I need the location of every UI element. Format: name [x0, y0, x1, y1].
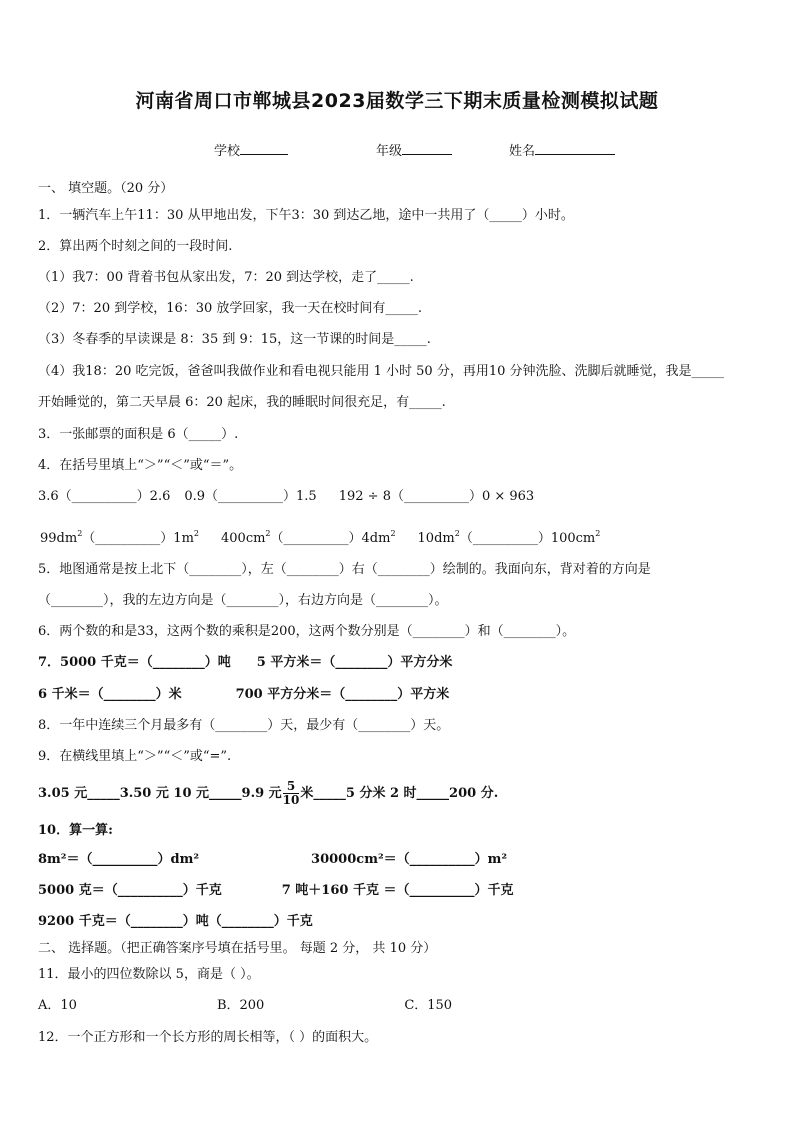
question-10-stem: 10．算一算:	[38, 823, 113, 838]
school-blank[interactable]	[240, 141, 288, 155]
option-c[interactable]: C．150	[404, 998, 453, 1013]
school-label: 学校	[214, 144, 241, 159]
compare-item: 99dm	[40, 531, 78, 546]
question-6: 6．两个数的和是33，这两个数的乘积是200，这两个数分别是（________）和（________）。	[38, 624, 576, 639]
question-4-stem: 4．在括号里填上“＞”“＜”或“＝”。	[38, 458, 243, 473]
compare-item: 10dm	[417, 531, 455, 546]
compare-item: 3.6（__________）2.6	[38, 489, 171, 504]
question-9-stem: 9．在横线里填上“＞”“＜”或“=”.	[38, 749, 232, 764]
question-4-row-2: $99dm^2(\_\_\_\_\_\_\_\_\_\_)1m^2$ $400cm^2(\_\_\_\_\_\_\_\_\_\_)4dm^2$ $10dm^2(\_\_\_\_\_\_\_\_\_\_)100cm^2$	[40, 529, 601, 546]
school-field	[214, 140, 288, 159]
question-9-row: 3.05 元_____3.50 元 10 元_____9.9 元 $\frac{5}{10}$ 米_____5 分米 2 时_____200 分.	[38, 779, 499, 807]
question-12: 12．一个正方形和一个长方形的周长相等，（ ）的面积大。	[38, 1030, 378, 1045]
question-2-part-4b: 开始睡觉的，第二天早晨 6：20 起床，我的睡眠时间很充足，有_____.	[38, 395, 446, 410]
name-label: 姓名	[509, 144, 536, 159]
name-field	[509, 140, 615, 159]
grade-field	[376, 140, 452, 159]
option-b[interactable]: B．200	[216, 998, 265, 1013]
question-2-stem: 2．算出两个时刻之间的一段时间.	[38, 239, 233, 254]
question-10-row-1: 8m²＝（__________）dm² 30000cm²＝（__________）m²	[38, 852, 508, 867]
compare-item: 0.9（__________）1.5	[184, 489, 317, 504]
compare-item: 192 ÷ 8（__________）0 × 963	[338, 489, 535, 504]
compare-item: （__________）100cm	[459, 531, 596, 546]
compare-item: 400cm	[221, 531, 266, 546]
question-10-row-2: 5000 克＝（__________）千克 7 吨＋160 千克 ＝（__________）千克	[38, 883, 514, 898]
grade-label: 年级	[376, 144, 403, 159]
question-5-line-2: （________），我的左边方向是（________），右边方向是（________）。	[38, 593, 448, 608]
option-a[interactable]: A．10	[38, 998, 77, 1013]
compare-item: （__________）4dm	[270, 531, 391, 546]
question-5-line-1: 5．地图通常是按上北下（________），左（________）右（________）绘制的。我面向东，背对着的方向是	[38, 562, 651, 577]
question-11-stem: 11．最小的四位数除以 5，商是（ ）。	[38, 967, 260, 982]
section1-header: 一、 填空题。（20 分）	[38, 181, 174, 196]
question-2-part-3: （3）冬春季的早读课是 8：35 到 9：15，这一节课的时间是_____.	[38, 332, 431, 347]
question-4-row-1	[38, 488, 534, 506]
question-1: 1．一辆汽车上午11：30 从甲地出发，下午3：30 到达乙地，途中一共用了（_____）小时。	[38, 208, 574, 223]
question-10-row-3: 9200 千克＝（________）吨（________）千克	[38, 914, 313, 929]
name-blank[interactable]	[535, 141, 615, 155]
question-2-part-1: （1）我7：00 背着书包从家出发，7：20 到达学校，走了_____.	[38, 270, 414, 285]
question-8: 8．一年中连续三个月最多有（________）天，最少有（________）天。	[38, 718, 450, 733]
question-3: 3．一张邮票的面积是 6（_____）.	[38, 427, 239, 442]
fraction: $\frac{5}{10}$	[282, 779, 300, 807]
question-11-options	[38, 997, 452, 1015]
question-2-part-4a: （4）我18：20 吃完饭，爸爸叫我做作业和看电视只能用 1 小时 50 分，再用10 分钟洗脸、洗脚后就睡觉，我是_____	[38, 364, 725, 379]
grade-blank[interactable]	[402, 141, 452, 155]
compare-item: （__________）1m	[82, 531, 194, 546]
section2-header: 二、 选择题。（把正确答案序号填在括号里。 每题 2 分， 共 10 分）	[38, 941, 437, 956]
page-title: 河南省周口市郸城县2023届数学三下期末质量检测模拟试题	[135, 90, 659, 112]
question-7-row-1: 7．5000 千克＝（________）吨 5 平方米＝（________）平方分米	[38, 655, 453, 670]
question-2-part-2: （2）7：20 到学校，16：30 放学回家，我一天在校时间有_____.	[38, 301, 423, 316]
question-7-row-2: 6 千米＝（________）米 700 平方分米＝（________）平方米	[38, 687, 450, 702]
